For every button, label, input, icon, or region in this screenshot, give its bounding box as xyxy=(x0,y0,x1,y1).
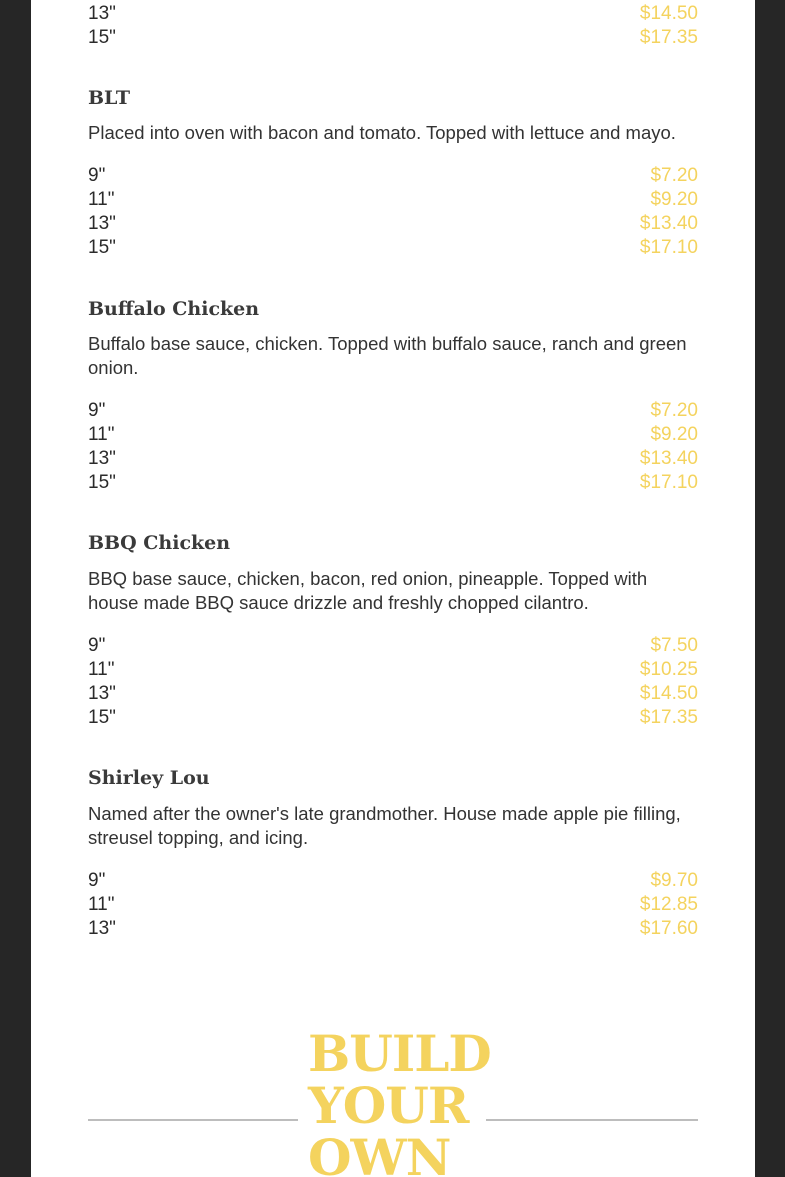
price-row xyxy=(88,399,698,423)
section-title xyxy=(308,1024,491,1177)
price-row xyxy=(88,164,698,188)
menu-item-blt xyxy=(88,86,698,110)
item-description-block xyxy=(88,802,698,850)
price-value: $9.20 xyxy=(650,424,698,445)
item-description: Placed into oven with bacon and tomato. Topped with lettuce and mayo. xyxy=(88,122,676,143)
price-value: $17.60 xyxy=(639,918,698,939)
price-row xyxy=(88,2,698,26)
price-value: $9.70 xyxy=(650,870,698,891)
item-name: BBQ Chicken xyxy=(88,532,231,554)
size-label: 13" xyxy=(88,448,116,469)
section-title-line: YOUR xyxy=(308,1076,469,1135)
size-label: 15" xyxy=(88,27,116,48)
size-label: 13" xyxy=(88,213,116,234)
size-label: 11" xyxy=(88,659,115,680)
item-price-list xyxy=(88,869,698,941)
price-row xyxy=(88,447,698,471)
size-label: 9" xyxy=(88,870,106,891)
price-value: $14.50 xyxy=(639,3,698,24)
price-value: $12.85 xyxy=(639,894,698,915)
item-description-block xyxy=(88,121,698,145)
item-name: BLT xyxy=(88,87,131,109)
price-row xyxy=(88,658,698,682)
item-description: BBQ base sauce, chicken, bacon, red onion, pineapple. Topped with house made BBQ sauce drizzle and freshly chopped cilantro. xyxy=(88,568,648,613)
menu-item-buffalo-chicken xyxy=(88,297,698,321)
item-description: Buffalo base sauce, chicken. Topped with buffalo sauce, ranch and green onion. xyxy=(88,333,687,378)
price-row xyxy=(88,682,698,706)
item-price-list xyxy=(88,634,698,730)
menu-item-bbq-chicken xyxy=(88,531,698,555)
section-title-line: OWN xyxy=(308,1128,451,1177)
divider-right xyxy=(486,1119,698,1121)
price-row xyxy=(88,188,698,212)
size-label: 9" xyxy=(88,635,106,656)
price-row xyxy=(88,706,698,730)
price-row xyxy=(88,471,698,495)
price-row xyxy=(88,917,698,941)
size-label: 15" xyxy=(88,707,116,728)
size-label: 13" xyxy=(88,918,116,939)
size-label: 11" xyxy=(88,189,115,210)
price-value: $17.10 xyxy=(639,237,698,258)
price-value: $9.20 xyxy=(650,189,698,210)
section-title-line: BUILD xyxy=(308,1024,491,1083)
price-value: $13.40 xyxy=(639,213,698,234)
price-value: $7.20 xyxy=(650,165,698,186)
item-description-block xyxy=(88,332,698,380)
price-value: $14.50 xyxy=(639,683,698,704)
price-value: $17.35 xyxy=(639,707,698,728)
size-label: 15" xyxy=(88,472,116,493)
price-value: $7.20 xyxy=(650,400,698,421)
build-your-own-heading xyxy=(88,1024,698,1177)
price-row xyxy=(88,869,698,893)
size-label: 9" xyxy=(88,165,106,186)
price-row xyxy=(88,236,698,260)
size-label: 11" xyxy=(88,424,115,445)
price-row xyxy=(88,212,698,236)
price-value: $10.25 xyxy=(639,659,698,680)
price-row xyxy=(88,893,698,917)
size-label: 13" xyxy=(88,3,116,24)
item-price-list xyxy=(88,399,698,495)
item-description-block xyxy=(88,567,698,615)
menu-page xyxy=(31,0,755,1177)
size-label: 15" xyxy=(88,237,116,258)
size-label: 9" xyxy=(88,400,106,421)
price-row xyxy=(88,634,698,658)
top-partial-prices xyxy=(88,2,698,50)
menu-item-shirley-lou xyxy=(88,766,698,790)
price-value: $7.50 xyxy=(650,635,698,656)
price-value: $13.40 xyxy=(639,448,698,469)
item-name: Shirley Lou xyxy=(88,767,210,789)
price-row xyxy=(88,423,698,447)
price-value: $17.10 xyxy=(639,472,698,493)
item-price-list xyxy=(88,164,698,260)
item-description: Named after the owner's late grandmother. House made apple pie filling, streusel topping, and icing. xyxy=(88,803,681,848)
divider-left xyxy=(88,1119,298,1121)
price-value: $17.35 xyxy=(639,27,698,48)
item-name: Buffalo Chicken xyxy=(88,298,260,320)
size-label: 13" xyxy=(88,683,116,704)
size-label: 11" xyxy=(88,894,115,915)
price-row xyxy=(88,26,698,50)
